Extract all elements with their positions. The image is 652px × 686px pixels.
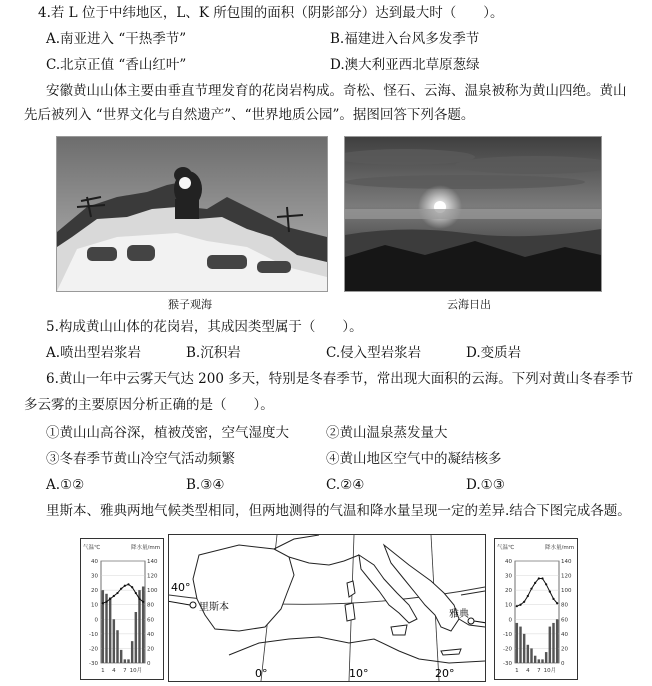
athens-precip-bar [541,659,543,663]
athens-ytick-right: 40 [561,631,568,638]
lisbon-precip-bar [142,587,144,664]
athens-precip-bar [527,645,529,663]
lisbon-climate-chart [80,538,164,680]
athens-xtick: 1 [515,668,519,674]
lisbon-temp-point [109,598,111,600]
lisbon-ytick-left: 20 [91,588,98,595]
lisbon-ytick-right: 100 [147,588,158,595]
athens-ytick-right: 20 [561,646,568,653]
q5-option-b[interactable]: B.沉积岩 [186,345,241,361]
lisbon-temp-point [131,586,133,588]
lisbon-ytick-left: 40 [91,559,98,565]
athens-ytick-right: 100 [561,588,572,595]
athens-precip-bar [523,634,525,663]
q6-stem-line-1: 6.黄山一年中云雾天气达 200 多天，特别是冬春季节，常出现大面积的云海。下列对黄山冬春季节 [46,371,634,387]
athens-temp-point [541,577,543,579]
lon-20-label: 20° [435,667,455,680]
athens-precip-bar [538,659,540,663]
lisbon-precip-bar [124,659,126,663]
lisbon-ytick-right: 80 [147,602,154,609]
athens-temp-point [516,605,518,607]
athens-ytick-left: -30 [503,661,512,667]
athens-ytick-left: 40 [505,559,512,565]
athens-label: 雅典 [449,609,469,620]
athens-ylabel-right: 降水量/mm [545,545,575,551]
lisbon-temp-point [113,595,115,597]
lisbon-ytick-right: 60 [147,617,154,624]
lisbon-temp-point [138,598,140,600]
lisbon-precip-bar [116,630,118,663]
athens-precip-bar [549,627,551,663]
athens-precip-bar [552,623,554,663]
athens-temp-point [534,582,536,584]
athens-precip-bar [530,648,532,663]
athens-precip-bar [516,623,518,663]
intro-line-2: 先后被列入 “世界文化与自然遗产”、“世界地质公园”。据图回答下列各题。 [24,107,475,123]
q6-option-a[interactable]: A.①② [46,477,85,493]
lisbon-precip-bar [120,650,122,663]
lisbon-temp-point [102,602,104,604]
athens-precip-bar [519,627,521,663]
lisbon-marker[interactable] [190,602,196,608]
lisbon-precip-bar [105,594,107,663]
sardinia-corsica [345,581,355,621]
q4-option-a[interactable]: A.南亚进入 “干热季节” [46,31,187,47]
lisbon-ytick-right: 20 [147,646,154,653]
crete [441,649,461,655]
athens-precip-bar [556,619,558,663]
lisbon-xtick: 4 [112,668,116,674]
lisbon-ytick-left: 30 [91,573,98,580]
athens-ytick-left: -20 [503,646,512,653]
lisbon-ytick-right: 0 [147,661,151,667]
q5-option-d[interactable]: D.变质岩 [466,345,522,361]
q4-stem: 4.若 L 位于中纬地区，L、K 所包围的面积（阴影部分）达到最大时（ ）。 [38,5,504,21]
q6-item-2: ②黄山温泉蒸发量大 [326,425,448,441]
lon-10-label: 10° [349,667,369,680]
lisbon-precip-bar [109,597,111,663]
lisbon-ytick-right: 140 [147,559,158,565]
q6-item-3: ③冬春季节黄山冷空气活动频繁 [46,451,235,467]
athens-xtick: 4 [526,668,530,674]
sicily [391,625,407,635]
photo-right-caption: 云海日出 [447,298,491,311]
photo-left-caption: 猴子观海 [168,298,212,311]
lisbon-precip-bar [138,590,140,663]
athens-ytick-left: -10 [503,631,512,638]
q6-option-c[interactable]: C.②④ [326,477,365,493]
intro-line-1: 安徽黄山山体主要由垂直节理发育的花岗岩构成。奇松、怪石、云海、温泉被称为黄山四绝。黄山 [46,83,627,99]
lisbon-leader [169,601,190,605]
athens-temp-line [517,578,557,606]
athens-climate-chart [494,538,578,680]
lon-0-label: 0° [255,667,268,680]
lisbon-temp-line [103,584,143,603]
lisbon-xtick: 7 [123,668,127,674]
lisbon-temp-point [120,588,122,590]
lisbon-precip-bar [113,619,115,663]
athens-ytick-left: 10 [505,602,512,609]
q4-option-c[interactable]: C.北京正值 “香山红叶” [46,57,187,73]
lisbon-temp-point [124,585,126,587]
lisbon-precip-bar [135,612,137,663]
athens-temp-point [527,595,529,597]
lisbon-temp-point [135,592,137,594]
q5-option-c[interactable]: C.侵入型岩浆岩 [326,345,422,361]
athens-xtick: 7 [537,668,541,674]
iberian-peninsula [193,545,294,631]
athens-temp-point [556,602,558,604]
lisbon-xtick: 10月 [129,668,143,674]
q6-option-d[interactable]: D.①③ [466,477,505,493]
athens-xtick: 10月 [543,668,557,674]
athens-ytick-right: 140 [561,559,572,565]
lisbon-ytick-left: 10 [91,602,98,609]
lisbon-ytick-left: 0 [94,617,98,624]
lisbon-temp-point [105,601,107,603]
athens-temp-point [523,601,525,603]
athens-ytick-left: 30 [505,573,512,580]
athens-climate-svg [495,539,577,679]
athens-temp-point [530,588,532,590]
balkan-peninsula [384,545,459,631]
athens-precip-bar [534,656,536,663]
q6-item-4: ④黄山地区空气中的凝结核多 [326,451,502,467]
lisbon-ytick-right: 40 [147,631,154,638]
lisbon-xtick: 1 [101,668,105,674]
athens-ylabel-left: 气温℃ [497,545,515,551]
athens-temp-point [545,583,547,585]
q6-option-b[interactable]: B.③④ [186,477,225,493]
athens-temp-point [549,591,551,593]
q4-option-b[interactable]: B.福建进入台风多发季节 [330,31,480,47]
athens-leader [474,621,485,623]
lisbon-label: 里斯本 [199,602,229,613]
athens-ytick-right: 60 [561,617,568,624]
mediterranean-map [168,534,486,682]
lisbon-temp-point [116,592,118,594]
lisbon-ytick-left: -30 [89,661,98,667]
q7-stem: 里斯本、雅典两地气候类型相同，但两地测得的气温和降水量呈现一定的差异.结合下图完成各题。 [46,503,631,519]
lisbon-ylabel-right: 降水量/mm [131,545,161,551]
lat-40-label: 40° [171,581,191,594]
athens-ytick-right: 120 [561,573,572,580]
lisbon-ylabel-left: 气温℃ [83,545,101,551]
lisbon-precip-bar [102,590,104,663]
lisbon-climate-svg [81,539,163,679]
lisbon-temp-point [127,583,129,585]
photo-sea-of-clouds-sunrise [344,136,602,292]
lisbon-ytick-left: -20 [89,646,98,653]
q4-option-d[interactable]: D.澳大利亚西北草原葱绿 [330,57,480,73]
athens-ytick-right: 0 [561,661,565,667]
lisbon-ytick-left: -10 [89,631,98,638]
lisbon-temp-point [142,601,144,603]
q6-item-1: ①黄山山高谷深，植被茂密，空气湿度大 [46,425,289,441]
athens-temp-point [519,604,521,606]
q5-option-a[interactable]: A.喷出型岩浆岩 [46,345,142,361]
athens-ytick-right: 80 [561,602,568,609]
athens-ytick-left: 20 [505,588,512,595]
lisbon-precip-bar [131,641,133,663]
lisbon-ytick-right: 120 [147,573,158,580]
photo-monkey-watching-sea [56,136,328,292]
athens-precip-bar [545,652,547,663]
athens-temp-point [538,577,540,579]
athens-ytick-left: 0 [508,617,512,624]
q6-stem-line-2: 多云雾的主要原因分析正确的是（ ）。 [24,397,274,413]
lisbon-precip-bar [127,659,129,663]
q5-stem: 5.构成黄山山体的花岗岩，其成因类型属于（ ）。 [46,319,363,335]
athens-temp-point [552,598,554,600]
